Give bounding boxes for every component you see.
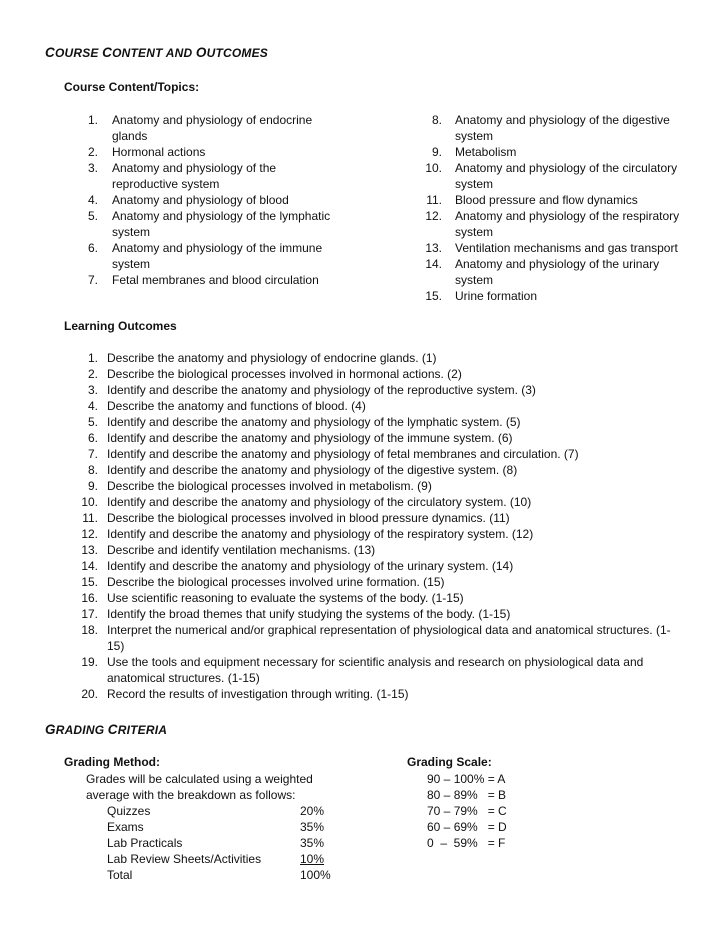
heading-initial: C bbox=[45, 45, 55, 60]
list-text-line: Blood pressure and flow dynamics bbox=[455, 193, 638, 207]
outcome-item bbox=[74, 350, 689, 366]
list-text-line: Ventilation mechanisms and gas transport bbox=[455, 241, 678, 255]
list-text-line: Identify the broad themes that unify studying the systems of the body. (1-15) bbox=[107, 607, 511, 621]
list-number: 16. bbox=[81, 591, 98, 605]
topics-heading: Course Content/Topics: bbox=[64, 80, 200, 94]
list-number: 14. bbox=[81, 559, 98, 573]
list-number: 7. bbox=[87, 273, 98, 287]
list-text-line: Describe the biological processes involved urine formation. (15) bbox=[107, 575, 445, 589]
grading-scale-heading: Grading Scale: bbox=[407, 755, 492, 769]
outcome-item bbox=[74, 462, 689, 478]
heading-initial: C bbox=[102, 45, 113, 60]
outcome-item bbox=[74, 398, 689, 414]
grade-component-name: Quizzes bbox=[107, 804, 151, 818]
list-text-line: Record the results of investigation through writing. (1-15) bbox=[107, 687, 409, 701]
list-text-line: Identify and describe the anatomy and physiology of the circulatory system. (10) bbox=[107, 495, 532, 509]
list-number: 9. bbox=[87, 479, 98, 493]
list-number: 8. bbox=[431, 113, 442, 127]
list-text-line: Identify and describe the anatomy and physiology of the reproductive system. (3) bbox=[107, 383, 536, 397]
outcome-item bbox=[74, 494, 689, 510]
outcome-item bbox=[74, 510, 689, 526]
outcome-item bbox=[74, 606, 689, 622]
list-number: 3. bbox=[87, 161, 98, 175]
list-text-line: Describe the anatomy and functions of blood. (4) bbox=[107, 399, 366, 413]
list-number: 4. bbox=[87, 399, 98, 413]
outcome-item bbox=[74, 430, 689, 446]
list-text-line: system bbox=[112, 257, 151, 271]
list-text-line: Identify and describe the anatomy and physiology of the urinary system. (14) bbox=[107, 559, 514, 573]
grade-component-percent: 100% bbox=[300, 868, 331, 882]
list-number: 18. bbox=[81, 623, 98, 637]
list-number: 5. bbox=[87, 209, 98, 223]
list-text-line: Anatomy and physiology of the respiratory bbox=[455, 209, 680, 223]
grade-component-percent: 35% bbox=[300, 820, 325, 834]
list-number: 11. bbox=[426, 193, 442, 207]
list-text-line: system bbox=[455, 177, 494, 191]
heading-part: UTCOMES bbox=[206, 46, 268, 60]
list-text-line: Anatomy and physiology of the lymphatic bbox=[112, 209, 331, 223]
list-number: 10. bbox=[81, 495, 98, 509]
grade-component-name: Exams bbox=[107, 820, 144, 834]
list-text-line: Anatomy and physiology of the immune bbox=[112, 241, 323, 255]
list-number: 15. bbox=[81, 575, 98, 589]
heading-part: OURSE bbox=[54, 46, 103, 60]
grade-weight-row bbox=[107, 867, 347, 883]
outcome-item bbox=[74, 558, 689, 574]
list-text-line: Hormonal actions bbox=[112, 145, 206, 159]
list-number: 6. bbox=[87, 431, 98, 445]
grading-method-text bbox=[86, 771, 326, 803]
list-number: 12. bbox=[81, 527, 98, 541]
list-number: 12. bbox=[425, 209, 442, 223]
list-number: 13. bbox=[425, 241, 442, 255]
outcome-item bbox=[74, 446, 689, 462]
list-text-line: Identify and describe the anatomy and physiology of the immune system. (6) bbox=[107, 431, 513, 445]
list-number: 7. bbox=[87, 447, 98, 461]
grading-method-heading: Grading Method: bbox=[64, 755, 160, 769]
outcome-item bbox=[74, 686, 689, 702]
grade-weight-row bbox=[107, 851, 347, 867]
outcome-item bbox=[74, 414, 689, 430]
outcome-item bbox=[74, 382, 689, 398]
grading-method-line: Grades will be calculated using a weighted bbox=[86, 772, 313, 786]
topic-item bbox=[414, 144, 694, 160]
outcomes-heading: Learning Outcomes bbox=[64, 319, 177, 333]
list-number: 2. bbox=[87, 145, 98, 159]
topic-item bbox=[414, 256, 694, 288]
grade-component-name: Lab Review Sheets/Activities bbox=[107, 852, 262, 866]
grade-weight-row bbox=[107, 803, 347, 819]
outcome-item bbox=[74, 622, 689, 654]
topic-item bbox=[76, 192, 346, 208]
list-number: 20. bbox=[81, 687, 98, 701]
list-text-line: Anatomy and physiology of blood bbox=[112, 193, 289, 207]
heading-part: RITERIA bbox=[117, 723, 168, 737]
list-number: 2. bbox=[87, 367, 98, 381]
list-number: 10. bbox=[425, 161, 442, 175]
outcome-item bbox=[74, 478, 689, 494]
topic-item bbox=[76, 240, 346, 272]
list-number: 8. bbox=[87, 463, 98, 477]
topic-item bbox=[76, 112, 346, 144]
list-text-line: Anatomy and physiology of the urinary bbox=[455, 257, 660, 271]
list-text-line: reproductive system bbox=[112, 177, 220, 191]
list-text-line: Describe the biological processes involved in hormonal actions. (2) bbox=[107, 367, 462, 381]
list-number: 9. bbox=[431, 145, 442, 159]
list-text-line: Fetal membranes and blood circulation bbox=[112, 273, 319, 287]
list-number: 3. bbox=[87, 383, 98, 397]
list-number: 17. bbox=[81, 607, 98, 621]
outcome-item bbox=[74, 574, 689, 590]
list-text-line: system bbox=[455, 129, 494, 143]
grade-weight-row bbox=[107, 835, 347, 851]
list-text-line: system bbox=[112, 225, 151, 239]
grading-scale-row: 80 – 89% = B bbox=[427, 788, 507, 802]
grading-scale-row: 90 – 100% = A bbox=[427, 772, 506, 786]
list-number: 6. bbox=[87, 241, 98, 255]
list-text-line: Describe and identify ventilation mechanisms. (13) bbox=[107, 543, 376, 557]
heading-initial: C bbox=[107, 722, 118, 737]
list-text-line: Anatomy and physiology of the circulatory bbox=[455, 161, 678, 175]
list-text-line: Urine formation bbox=[455, 289, 538, 303]
grade-component-percent: 10% bbox=[300, 852, 325, 866]
grading-scale-list bbox=[427, 771, 587, 851]
topic-item bbox=[76, 160, 346, 192]
list-number: 13. bbox=[81, 543, 98, 557]
list-text-line: system bbox=[455, 225, 494, 239]
list-text-line: Interpret the numerical and/or graphical representation of physiological data and anatomical structures. (1- bbox=[107, 623, 671, 637]
list-text-line: glands bbox=[112, 129, 148, 143]
list-number: 1. bbox=[87, 351, 98, 365]
grading-scale-row: 60 – 69% = D bbox=[427, 820, 507, 834]
grade-component-percent: 35% bbox=[300, 836, 325, 850]
grade-component-name: Lab Practicals bbox=[107, 836, 183, 850]
list-text-line: Identify and describe the anatomy and physiology of the digestive system. (8) bbox=[107, 463, 518, 477]
list-text-line: anatomical structures. (1-15) bbox=[107, 671, 260, 685]
grading-scale-row: 70 – 79% = C bbox=[427, 804, 507, 818]
list-text-line: Describe the biological processes involved in blood pressure dynamics. (11) bbox=[107, 511, 510, 525]
list-number: 19. bbox=[81, 655, 98, 669]
list-text-line: Anatomy and physiology of the bbox=[112, 161, 277, 175]
list-text-line: Describe the anatomy and physiology of endocrine glands. (1) bbox=[107, 351, 437, 365]
heading-initial: O bbox=[195, 45, 207, 60]
grading-method-line: average with the breakdown as follows: bbox=[86, 788, 296, 802]
grading-criteria-heading bbox=[45, 722, 167, 737]
topic-item bbox=[414, 192, 694, 208]
topics-list-left bbox=[76, 112, 346, 288]
heading-part: ONTENT AND bbox=[112, 46, 196, 60]
list-text-line: Describe the biological processes involved in metabolism. (9) bbox=[107, 479, 432, 493]
list-number: 15. bbox=[425, 289, 442, 303]
list-text-line: system bbox=[455, 273, 494, 287]
list-text-line: 15) bbox=[107, 639, 125, 653]
topic-item bbox=[76, 144, 346, 160]
outcome-item bbox=[74, 526, 689, 542]
list-text-line: Identify and describe the anatomy and physiology of fetal membranes and circulation. (7) bbox=[107, 447, 579, 461]
grading-scale-row: 0 – 59% = F bbox=[427, 836, 506, 850]
list-text-line: Anatomy and physiology of endocrine bbox=[112, 113, 313, 127]
list-text-line: Identify and describe the anatomy and physiology of the lymphatic system. (5) bbox=[107, 415, 521, 429]
heading-initial: G bbox=[45, 722, 56, 737]
list-number: 14. bbox=[425, 257, 442, 271]
grade-weight-row bbox=[107, 819, 347, 835]
grade-component-percent: 20% bbox=[300, 804, 325, 818]
list-text-line: Use the tools and equipment necessary for scientific analysis and research on physiological data and bbox=[107, 655, 644, 669]
list-number: 11. bbox=[82, 511, 98, 525]
outcome-item bbox=[74, 654, 689, 686]
grade-component-name: Total bbox=[107, 868, 133, 882]
grade-weights-table bbox=[107, 803, 347, 883]
outcome-item bbox=[74, 590, 689, 606]
list-number: 5. bbox=[87, 415, 98, 429]
topic-item bbox=[76, 208, 346, 240]
topic-item bbox=[414, 208, 694, 240]
outcomes-list bbox=[74, 350, 689, 702]
list-text-line: Metabolism bbox=[455, 145, 517, 159]
list-text-line: Use scientific reasoning to evaluate the systems of the body. (1-15) bbox=[107, 591, 464, 605]
topic-item bbox=[414, 112, 694, 144]
topic-item bbox=[414, 288, 694, 304]
outcome-item bbox=[74, 366, 689, 382]
topic-item bbox=[76, 272, 346, 288]
heading-part: RADING bbox=[55, 723, 108, 737]
course-content-heading bbox=[45, 45, 268, 60]
topic-item bbox=[414, 240, 694, 256]
list-text-line: Anatomy and physiology of the digestive bbox=[455, 113, 670, 127]
topics-list-right bbox=[414, 112, 694, 304]
list-number: 4. bbox=[87, 193, 98, 207]
topic-item bbox=[414, 160, 694, 192]
outcome-item bbox=[74, 542, 689, 558]
list-text-line: Identify and describe the anatomy and physiology of the respiratory system. (12) bbox=[107, 527, 534, 541]
list-number: 1. bbox=[87, 113, 98, 127]
